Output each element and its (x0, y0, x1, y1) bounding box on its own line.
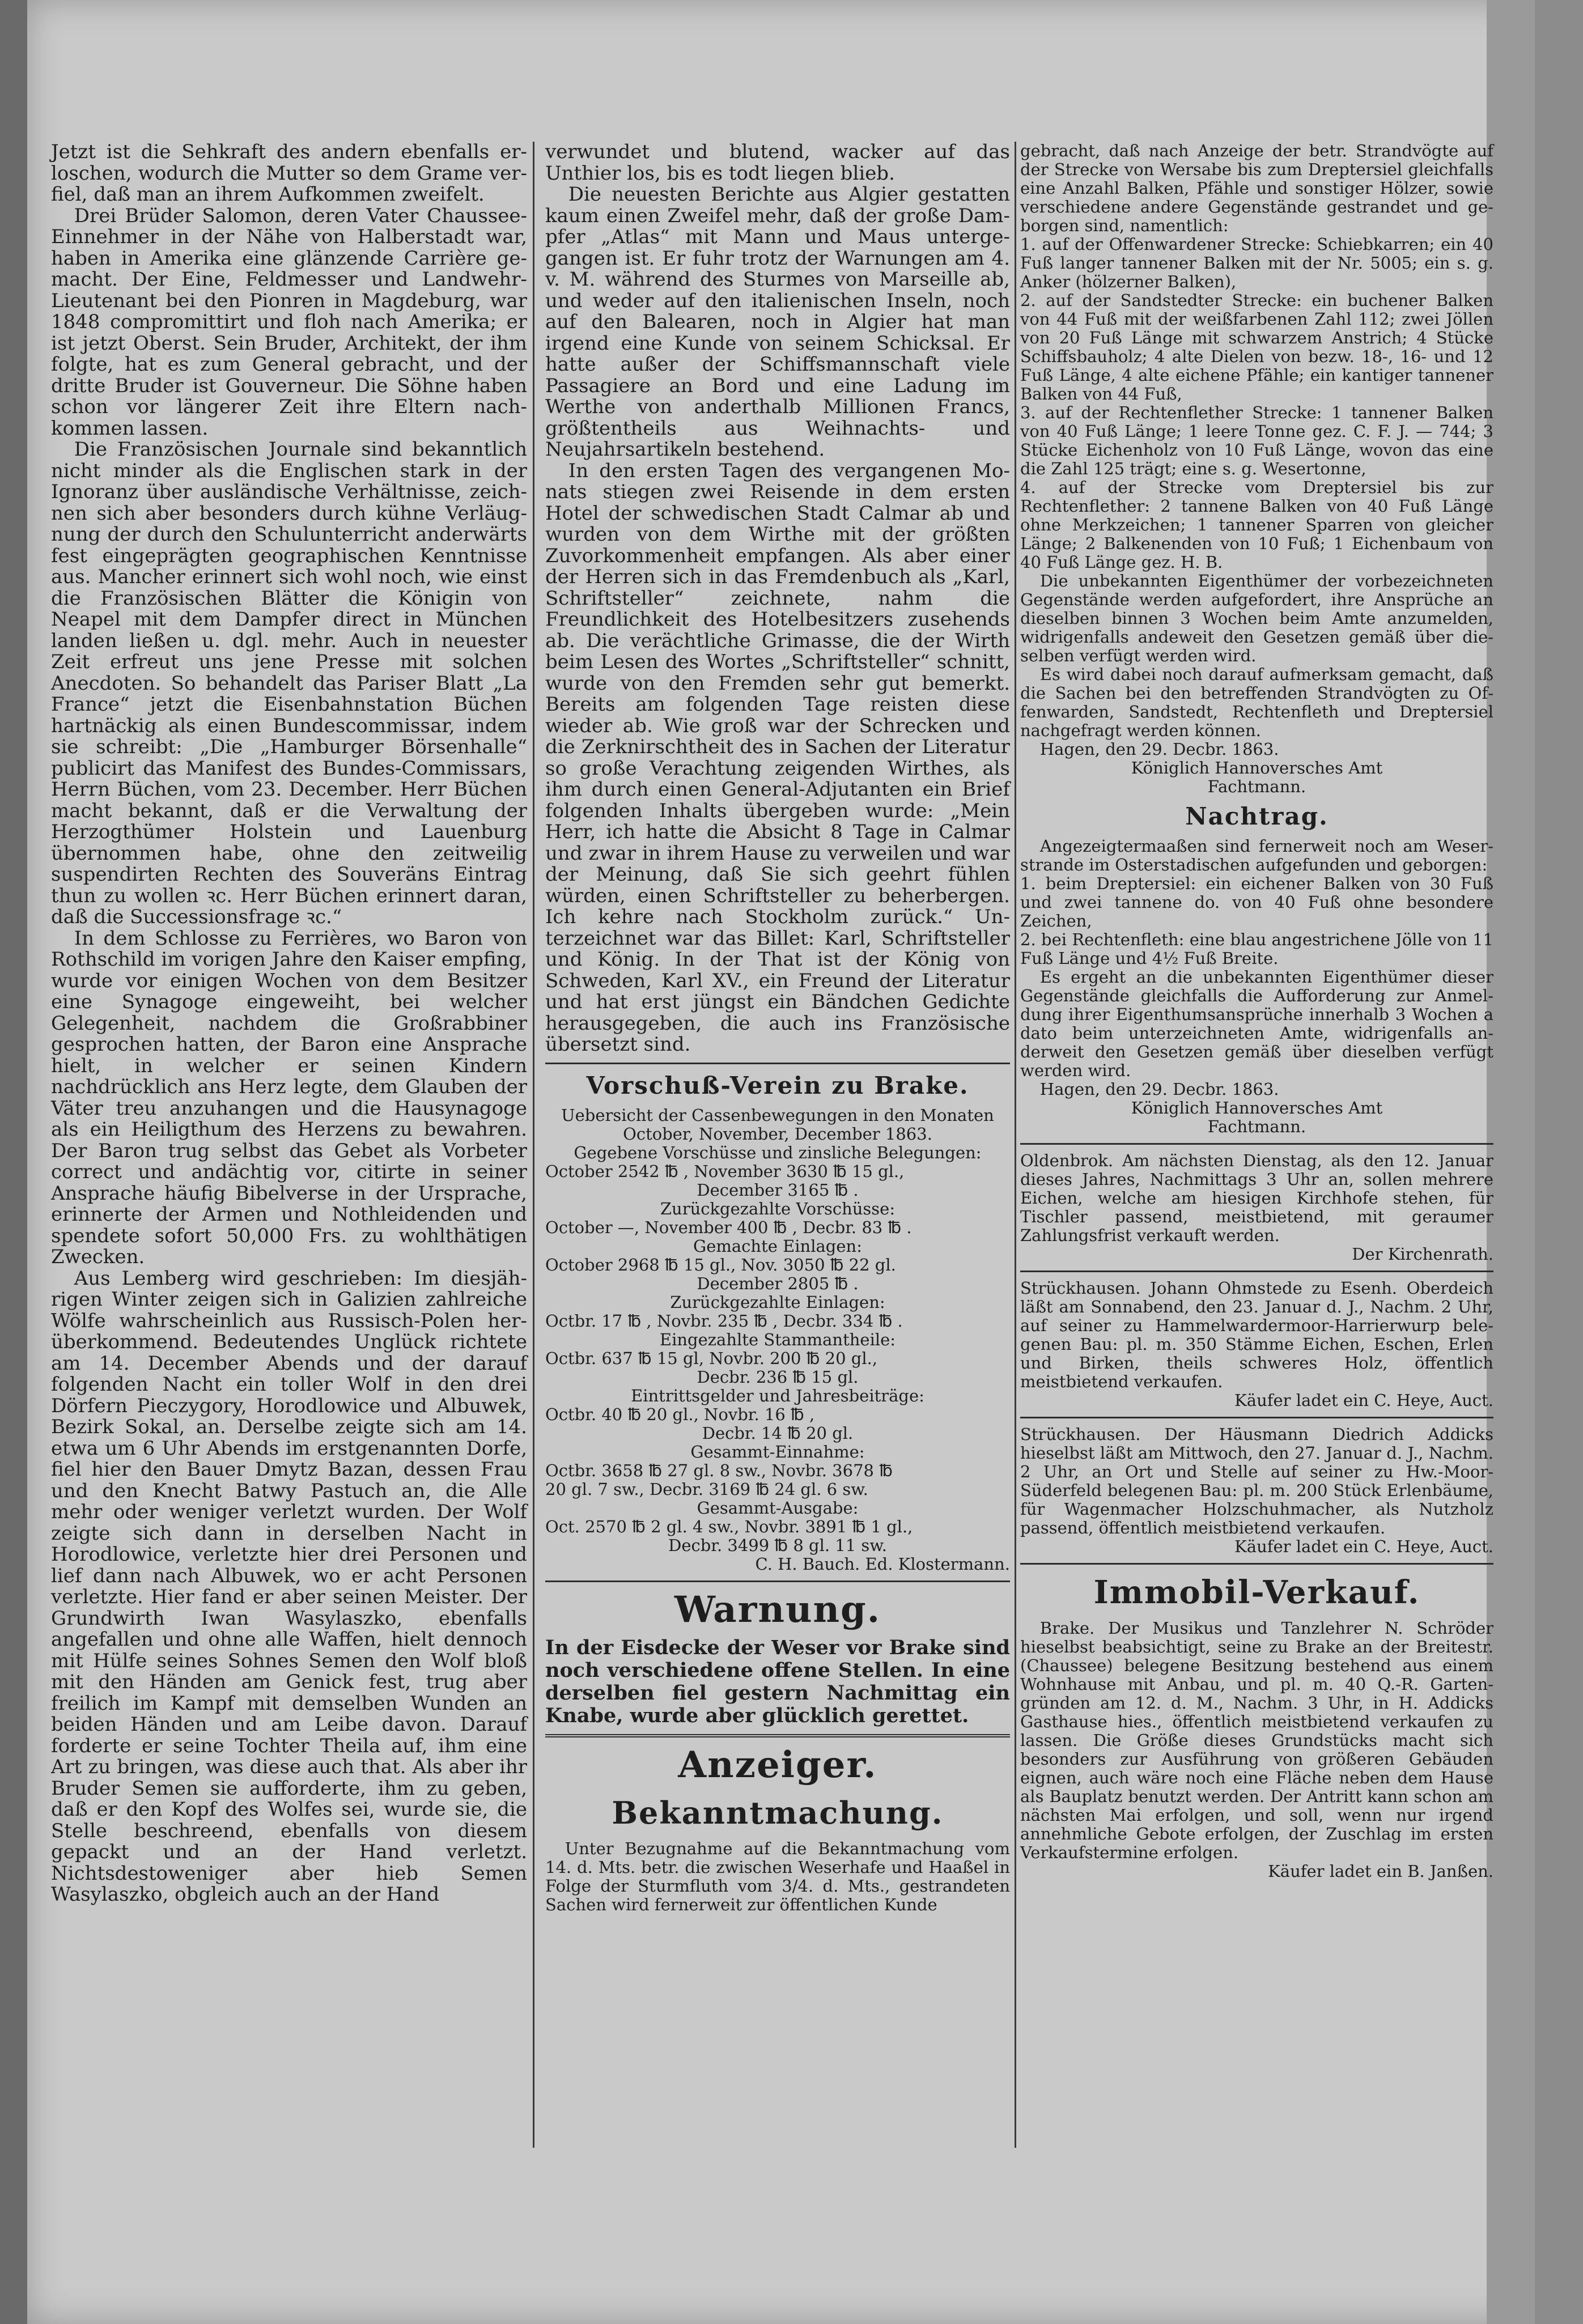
notice-paragraph: Es wird dabei noch darauf aufmerksam gemacht, daß die Sachen bei den betreffenden Strandvögten zu Offenwarden, Sandstedt, Rechtenfleth und Dreptersiel nachgefragt werden können. (1020, 665, 1493, 740)
bekanntmachung-text: Unter Bezugnahme auf die Bekanntmachung vom 14. d. Mts. betr. die zwischen Weserhafe und Haaßel in Folge der Sturmfluth vom 3/4. d. Mts., gestrandeten Sachen wird fernerweit zur öffentlichen Kunde (545, 1838, 1010, 1914)
advertisement-signature: Käufer ladet ein B. Janßen. (1268, 1862, 1493, 1881)
article-paragraph: Drei Brüder Salomon, deren Vater Chaussee-Einnehmer in der Nähe von Halberstadt war, haben in Amerika eine glänzende Carrière gemacht. Der Eine, Feldmesser und Landwehr-Lieutenant bei den Pionren in Magdeburg, war 1848 compromittirt und floh nach Amerika; er ist jetzt Oberst. Sein Bruder, Architekt, der ihm folgte, hat es zum General gebracht, und der dritte Bruder ist Gouverneur. Die Söhne haben schon vor längerer Zeit ihre Eltern nachkommen lassen. (51, 204, 527, 440)
notice-authority: Königlich Hannoversches Amt (1131, 1098, 1383, 1118)
page-edge-left (0, 0, 27, 2324)
report-line: Decbr. 14 ℔ 20 gl. (702, 1423, 854, 1443)
article-paragraph: Aus Lemberg wird geschrieben: Im diesjährigen Winter zeigen sich in Galizien zahlreiche Wölfe wahrscheinlich aus Russisch-Polen herüberkommend. Bedeutendes Unglück richtete am 14. December Abends und der darauf folgenden Nacht ein toller Wolf in den drei Dörfern Pieczygory, Horodlowice und Albuwek, Bezirk Sokal, an. Derselbe zeigte sich am 14. etwa um 6 Uhr Abends im erstgenannten Dorfe, fiel hier den Bauer Dmytz Bazan, dessen Frau und den Knecht Batwy Pastuch an, die Alle mehr oder weniger verletzt wurden. Der Wolf zeigte sich dann in derselben Nacht in Horodlowice, verletzte hier drei Personen und lief dann nach Albuwek, wo er acht Personen verletzte. Hier fand er aber seinen Meister. Der Grundwirth Iwan Wasylaszko, ebenfalls angefallen und ohne alle Waffen, hielt dennoch mit Hülfe seines Sohnes Semen den Wolf bloß mit den Händen am Genick fest, trug aber freilich im Kampf mit demselben Wunden an beiden Händen und am Leibe davon. Darauf forderte er seine Tochter Theila auf, ihm eine Art zu bringen, was diese auch that. Als aber ihr Bruder Semen sie aufforderte, ihm zu geben, daß er den Kopf des Wolfes sei, wurde sie, die Stelle beschreend, ebenfalls von diesem gepackt und an der Hand verletzt. Nichtsdestoweniger aber hieb Semen Wasylaszko, obgleich auch an der Hand (51, 1267, 527, 1906)
report-line: Oct. 2570 ℔ 2 gl. 4 sw., Novbr. 3891 ℔ 1 gl., (545, 1516, 913, 1536)
item-list (1020, 235, 1493, 572)
notice-paragraph: Es ergeht an die unbekannten Eigenthümer dieser Gegenstände gleichfalls die Aufforderung zur Anmeldung ihrer Eigenthumsansprüche innerhalb 3 Wochen a dato beim unterzeichneten Amte, widrigenfalls anderweit den Gesetzen gemäß über dieselben verfügt werden wird. (1020, 967, 1493, 1080)
section-divider (1020, 1143, 1493, 1145)
immobil-verkauf-title: Immobil-Verkauf. (1093, 1574, 1420, 1611)
notice-date: Hagen, den 29. Decbr. 1863. (1039, 1080, 1279, 1099)
report-line: Eintrittsgelder und Jahresbeiträge: (631, 1386, 924, 1405)
notice-signature: Fachtmann. (1207, 777, 1306, 796)
section-divider (545, 1581, 1010, 1582)
report-line: Gesammt-Ausgabe: (697, 1498, 859, 1518)
report-line: Octbr. 637 ℔ 15 gl, Novbr. 200 ℔ 20 gl., (545, 1348, 878, 1368)
warnung-text: In der Eisdecke der Weser vor Brake sind noch verschiedene offene Stellen. In eine derselben fiel gestern Nachmittag ein Knabe, wurde aber glücklich gerettet. (545, 1635, 1010, 1727)
report-line: Gemachte Einlagen: (693, 1236, 862, 1256)
column-1 (51, 142, 527, 1906)
list-item: 3. auf der Rechtenflether Strecke: 1 tannener Balken von 40 Fuß Länge; 1 leere Tonne gez. C. F. J. — 744; 3 Stücke Eichenholz von 10 Fuß Länge, wovon das eine die Zahl 125 trägt; eine s. g. Wesertonne, (1020, 403, 1493, 478)
article-paragraph: In den ersten Tagen des vergangenen Monats stiegen zwei Reisende in dem ersten Hotel der schwedischen Stadt Calmar ab und wurden von dem Wirthe mit der größten Zuvorkommenheit empfangen. Als aber einer der Herren sich in das Fremdenbuch als „Karl, Schriftsteller“ zeichnete, nahm die Freundlichkeit des Hotelbesitzers zusehends ab. Die verächtliche Grimasse, die der Wirth beim Lesen des Wortes „Schriftsteller“ schnitt, wurde von den Fremden sehr gut bemerkt. Bereits am folgenden Tage reisten diese wieder ab. Wie groß war der Schrecken und die Zerknirschtheit des in Sachen der Literatur so große Verachtung zeigenden Wirthes, als ihm durch einen General-Adjutanten ein Brief folgenden Inhalts übergeben wurde: „Mein Herr, ich hatte die Absicht 8 Tage in Calmar und zwar in ihrem Hause zu verweilen und war der Meinung, daß Sie sich geehrt fühlen würden, einen Schriftsteller zu beherbergen. Ich kehre nach Stockholm zurück.“ Unterzeichnet war das Billet: Karl, Schriftsteller und König. In der That ist der König von Schweden, Karl XV., ein Freund der Literatur und hat erst jüngst ein Bändchen Gedichte herausgegeben, die auch ins Französische übersetzt sind. (545, 459, 1010, 1056)
anzeiger-heading: Anzeiger. (678, 1743, 877, 1786)
nachtrag-list (1020, 874, 1493, 968)
report-line: Decbr. 3499 ℔ 8 gl. 11 sw. (668, 1535, 887, 1555)
report-line: Octbr. 40 ℔ 20 gl., Novbr. 16 ℔ , (545, 1404, 815, 1424)
nachtrag-title: Nachtrag. (1185, 802, 1329, 830)
report-line: Eingezahlte Stammantheile: (659, 1329, 896, 1349)
advertisement: Oldenbrok. Am nächsten Dienstag, als den 12. Januar dieses Jahres, Nachmittags 3 Uhr an, sollen mehrere Eichen, welche am hiesigen Kirchhofe stehen, für Tischler passend, meistbietend, mit geraumer Zahlungsfrist verkauft werden. (1020, 1151, 1493, 1245)
report-line: Gesammt-Einnahme: (690, 1442, 865, 1461)
notice-paragraph: Die unbekannten Eigenthümer der vorbezeichneten Gegenstände werden aufgefordert, ihre Ansprüche an dieselben binnen 3 Wochen beim Amte anzumelden, widrigenfalls andeweit den Gesetzen gemäß über dieselben verfügt werden wird. (1020, 571, 1493, 665)
list-item: 1. auf der Offenwardener Strecke: Schiebkarren; ein 40 Fuß langer tannener Balken mit der Nr. 5005; ein s. g. Anker (hölzerner Balken), (1020, 235, 1493, 291)
column-rule-2 (1015, 142, 1016, 2148)
article-paragraph: Die neuesten Berichte aus Algier gestatten kaum einen Zweifel mehr, daß der große Dampfer „Atlas“ mit Mann und Maus untergegangen ist. Er fuhr trotz der Warnungen am 4. v. M. während des Sturmes von Marseille ab, und weder auf den italienischen Inseln, noch auf den Balearen, noch in Algier hat man irgend eine Kunde von seinem Schicksal. Er hatte außer der Schiffsmannschaft viele Passagiere an Bord und eine Ladung im Werthe von anderthalb Millionen Francs, größtentheils aus Weihnachts- und Neujahrsartikeln bestehend. (545, 183, 1010, 461)
notice-authority: Königlich Hannoversches Amt (1131, 758, 1383, 778)
article-paragraph: Jetzt ist die Sehkraft des andern ebenfalls erloschen, wodurch die Mutter so dem Grame verfiel, daß man an ihrem Aufkommen zweifelt. (51, 141, 527, 206)
section-divider (1020, 1271, 1493, 1272)
report-line: October 2968 ℔ 15 gl., Nov. 3050 ℔ 22 gl. (545, 1255, 896, 1274)
advertisement: Strückhausen. Der Häusmann Diedrich Addicks hieselbst läßt am Mittwoch, den 27. Januar d. J., Nachm. 2 Uhr, an Ort und Stelle auf seiner zu Hw.-Moor-Süderfeld belegenen Bau: pl. m. 200 Stück Erlenbäume, für Wagenmacher Holzschuhmacher, als Nutzholz passend, öffentlich meistbietend verkaufen. (1020, 1425, 1493, 1537)
report-line: October 2542 ℔ , November 3630 ℔ 15 gl., (545, 1161, 905, 1181)
advertisement-signature: Käufer ladet ein C. Heye, Auct. (1234, 1537, 1493, 1556)
notice-signature: Fachtmann. (1207, 1117, 1306, 1136)
report-signature: C. H. Bauch. Ed. Klostermann. (755, 1554, 1010, 1574)
bekanntmachung-title: Bekanntmachung. (612, 1794, 944, 1831)
warnung-title: Warnung. (674, 1588, 881, 1631)
report-line: Decbr. 236 ℔ 15 gl. (697, 1367, 859, 1387)
column-rule-1 (533, 142, 534, 2148)
report-line: Zurückgezahlte Einlagen: (670, 1292, 885, 1312)
notice-intro: gebracht, daß nach Anzeige der betr. Strandvögte auf der Strecke von Wersabe bis zum Dreptersiel gleichfalls eine Anzahl Balken, Pfähle und sonstiger Hölzer, sowie verschiedene andere Gegenstände gestrandet und geborgen sind, namentlich: (1020, 141, 1493, 235)
report-line: Octbr. 3658 ℔ 27 gl. 8 sw., Novbr. 3678 ℔ (545, 1460, 893, 1480)
report-title: Vorschuß-Verein zu Brake. (586, 1071, 969, 1099)
advertisement-signature: Käufer ladet ein C. Heye, Auct. (1234, 1391, 1493, 1410)
page-edge-right (1487, 0, 1535, 2324)
report-line: December 3165 ℔ . (697, 1180, 859, 1200)
section-divider (545, 1734, 1010, 1737)
section-divider (545, 1063, 1010, 1064)
list-item: 1. beim Dreptersiel: ein eichener Balken von 30 Fuß und zwei tannene do. von 40 Fuß ohne besondere Zeichen, (1020, 874, 1493, 931)
section-divider (1020, 1417, 1493, 1418)
report-line: Zurückgezahlte Vorschüsse: (660, 1199, 896, 1218)
nachtrag-intro: Angezeigtermaaßen sind fernerweit noch am Weserstrande im Osterstadischen aufgefunden und geborgen: (1020, 836, 1493, 874)
advertisement: Brake. Der Musikus und Tanzlehrer N. Schröder hieselbst beabsichtigt, seine zu Brake an der Breitestr. (Chaussee) belegene Besitzung bestehend aus einem Wohnhause mit Anbau, und pl. m. 40 Q.-R. Gartengründen am 12. d. M., Nachm. 3 Uhr, in H. Addicks Gasthause hies., öffentlich meistbietend verkaufen zu lassen. Die Größe dieses Grundstücks macht sich besonders zur Ausführung von größeren Gebäuden eignen, auch wäre noch eine Fläche neben dem Hause als Bauplatz benutzt werden. Der Antritt kann schon am nächsten Mai erfolgen, und soll, wenn nur irgend annehmliche Gebote erfolgen, der Zuschlag im ersten Verkaufstermine erfolgen. (1020, 1618, 1493, 1862)
list-item: 2. bei Rechtenfleth: eine blau angestrichene Jölle von 11 Fuß Länge und 4½ Fuß Breite. (1020, 930, 1493, 968)
article-paragraph: Die Französischen Journale sind bekanntlich nicht minder als die Englischen stark in der Ignoranz über ausländische Verhältnisse, zeichnen sich aber besonders durch kühne Verläugnung der durch den Schulunterricht anderwärts fest eingeprägten geographischen Kenntnisse aus. Mancher erinnert sich wohl noch, wie einst die Französischen Blätter die Königin von Neapel mit dem Dampfer direct in München landen ließen u. dgl. mehr. Auch in neuester Zeit erfreut uns jene Presse mit solchen Anecdoten. So behandelt das Pariser Blatt „La France“ jetzt die Eisenbahnstation Büchen hartnäckig als einen Bundescommissar, indem sie schreibt: „Die „Hamburger Börsenhalle“ publicirt das Manifest des Bundes-Commissars, Herrn Büchen, vom 23. December. Herr Büchen macht bekannt, daß er die Verwaltung der Herzogthümer Holstein und Lauenburg übernommen habe, ohne den zeitweilig suspendirten Rechten des Souveräns Eintrag thun zu wollen ꝛc. Herr Büchen erinnert daran, daß die Successionsfrage ꝛc.“ (51, 438, 527, 928)
list-item: 4. auf der Strecke vom Dreptersiel bis zur Rechtenflether: 2 tannene Balken von 40 Fuß Länge ohne Merkzeichen; 1 tannener Sparren von gleicher Länge; 2 Balkenenden von 10 Fuß; 1 Eichenbaum von 40 Fuß Länge gez. H. B. (1020, 478, 1493, 572)
advertisement-signature: Der Kirchenrath. (1352, 1244, 1493, 1264)
report-line: Octbr. 17 ℔ , Novbr. 235 ℔ , Decbr. 334 ℔ . (545, 1311, 903, 1331)
article-paragraph: In dem Schlosse zu Ferrières, wo Baron von Rothschild im vorigen Jahre den Kaiser empfing, wurde vor einigen Wochen von dem Besitzer eine Synagoge eingeweiht, bei welcher Gelegenheit, nachdem die Großrabbiner gesprochen hatten, der Baron eine Ansprache hielt, in welcher er seinen Kindern nachdrücklich ans Herz legte, dem Glauben der Väter treu anzuhangen und die Hausynagoge als ein Heiligthum des Herzens zu bewahren. Der Baron trug selbst das Gebet als Vorbeter correct und andächtig vor, citirte in seiner Ansprache häufig Bibelverse in der Ursprache, erinnerte der Armen und Nothleidenden und spendete sofort 50,000 Frs. zu wohlthätigen Zwecken. (51, 927, 527, 1268)
vorschuss-verein-report (545, 1071, 1010, 1574)
report-line: 20 gl. 7 sw., Decbr. 3169 ℔ 24 gl. 6 sw. (545, 1479, 868, 1499)
article-paragraph: verwundet und blutend, wacker auf das Unthier los, bis es todt liegen blieb. (545, 141, 1010, 185)
report-line: Gegebene Vorschüsse und zinsliche Belegungen: (574, 1142, 982, 1162)
column-2 (545, 142, 1010, 1914)
section-divider (1020, 1563, 1493, 1565)
report-line: October —, November 400 ℔ , Decbr. 83 ℔ . (545, 1217, 912, 1237)
report-subtitle: Uebersicht der Cassenbewegungen in den Monaten October, November, December 1863. (561, 1105, 994, 1144)
column-3 (1020, 142, 1493, 1881)
notice-date: Hagen, den 29. Decbr. 1863. (1039, 740, 1279, 759)
list-item: 2. auf der Sandstedter Strecke: ein buchener Balken von 44 Fuß mit der weißfarbenen Zahl 112; zwei Jöllen von 20 Fuß Länge mit schwarzem Anstrich; 4 Stücke Schiffsbauholz; 4 alte Dielen von bezw. 18-, 16- und 12 Fuß Länge, 4 alte eichene Pfähle; ein kantiger tannener Balken von 44 Fuß, (1020, 291, 1493, 403)
advertisement: Strückhausen. Johann Ohmstede zu Esenh. Oberdeich läßt am Sonnabend, den 23. Januar d. J., Nachm. 2 Uhr, auf seiner zu Hammelwardermoor-Harrierwurp belegenen Bau: pl. m. 350 Stämme Eichen, Eschen, Erlen und Birken, theils schweres Holz, öffentlich meistbietend verkaufen. (1020, 1278, 1493, 1391)
report-line: December 2805 ℔ . (697, 1273, 859, 1293)
